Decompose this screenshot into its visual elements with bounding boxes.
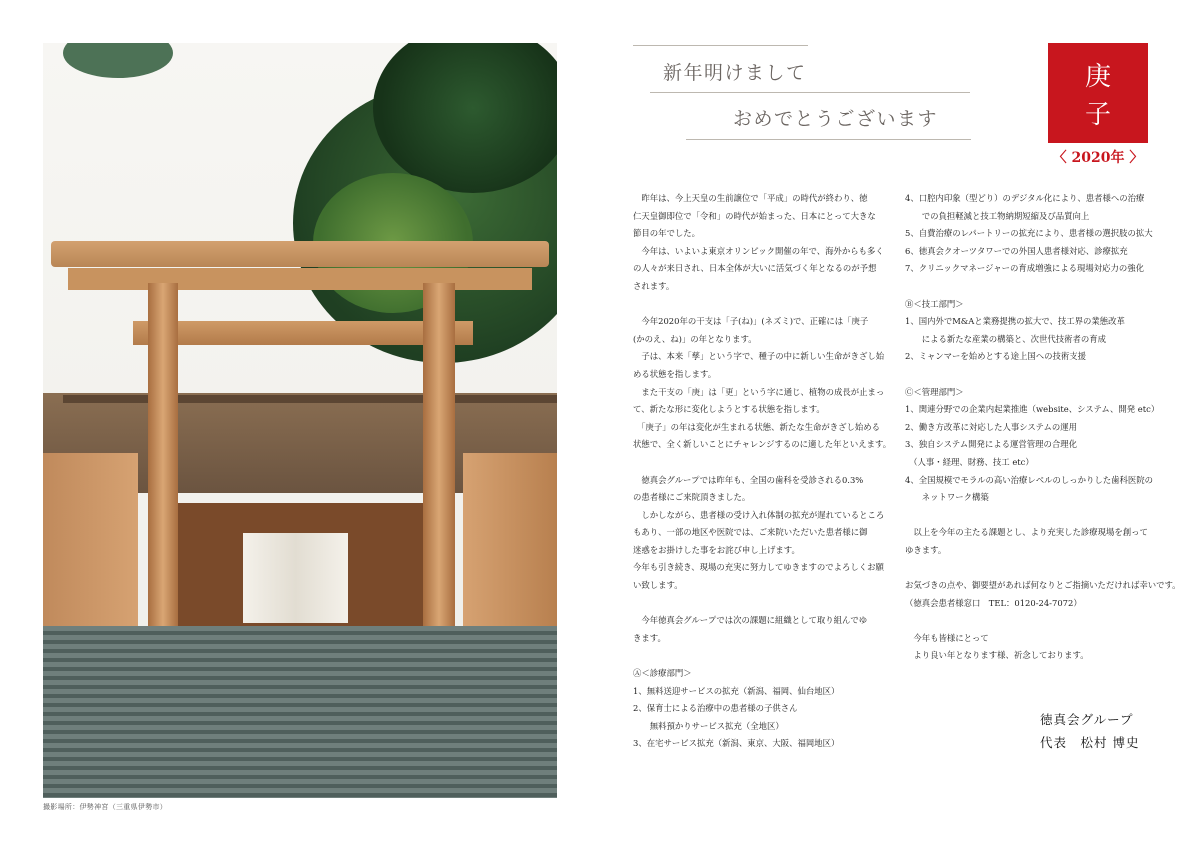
body-text-right-column [905, 190, 1181, 665]
text-line: 7、クリニックマネージャーの育成増強による現場対応力の強化 [905, 263, 1144, 274]
white-curtain [243, 533, 348, 623]
text-line: しかしながら、患者様の受け入れ体制の拡充が遅れているところ [633, 509, 885, 520]
text-line [633, 454, 883, 472]
text-line: 「庚子」の年は変化が生まれる状態、新たな生命がきざし始める [633, 421, 881, 432]
badge-char-1: 庚 [1084, 62, 1111, 92]
stone-stairs [43, 626, 557, 798]
text-line: 今年2020年の干支は「子(ね)」(ネズミ)で、正確には「庚子 [633, 316, 869, 327]
text-line: 迷惑をお掛けした事をお詫び申し上げます。 [633, 544, 800, 555]
greeting-rule-bottom [686, 139, 971, 140]
greeting-rule-top [633, 45, 808, 46]
text-line: 節目の年でした。 [633, 228, 700, 239]
signature [1040, 708, 1139, 754]
text-line: 3、独自システム開発による運営管理の合理化 [905, 439, 1077, 450]
text-line [633, 595, 883, 613]
text-line: い致します。 [633, 580, 683, 591]
photo-caption: 撮影場所：伊勢神宮（三重県伊勢市） [43, 803, 168, 811]
text-line: の患者様にご来院頂きました。 [633, 492, 751, 503]
text-line: 4、全国規模でモラルの高い治療レベルのしっかりした歯科医院の [905, 474, 1153, 485]
text-line [905, 366, 1175, 384]
badge-year: 〈 2020年 〉 [1052, 150, 1144, 166]
wooden-wall-left [43, 453, 138, 638]
text-line: 6、徳真会クオーツタワーでの外国人患者様対応、診療拡充 [905, 245, 1128, 256]
wooden-wall-right [463, 453, 557, 638]
text-line: める状態を指します。 [633, 368, 717, 379]
text-line: 2、保育士による治療中の患者様の子供さん [633, 703, 798, 714]
text-line: Ⓑ＜技工部門＞ [905, 298, 964, 309]
greeting-line-1: 新年明けまして [663, 62, 807, 84]
text-line: 仁天皇御即位で「令和」の時代が始まった、日本にとって大きな [633, 210, 876, 221]
signature-org: 徳真会グループ [1040, 712, 1134, 727]
text-line: て、新たな形に変化しようとする状態を指します。 [633, 404, 825, 415]
text-line: 子は、本来「孳」という字で、種子の中に新しい生命がきざし始 [633, 351, 885, 362]
torii-pillar-right [423, 283, 455, 628]
text-line: （人事・経理、財務、技工 etc） [905, 456, 1034, 467]
text-line [905, 559, 1175, 577]
text-line: されます。 [633, 280, 675, 291]
signature-name: 代表 松村 博史 [1040, 735, 1140, 750]
text-line [905, 612, 1175, 630]
text-line: （徳真会患者様窓口 TEL：0120-24-7072） [905, 597, 1082, 608]
text-line: 以上を今年の主たる課題とし、より充実した診療現場を創って [905, 527, 1148, 538]
text-line: 1、無料送迎サービスの拡充（新潟、福岡、仙台地区） [633, 685, 840, 696]
text-line: 1、国内外でM&Aと業務提携の拡大で、技工界の業態改革 [905, 316, 1125, 327]
text-line: の人々が来日され、日本全体が大いに活気づく年となるのが予想 [633, 263, 877, 274]
text-line: Ⓒ＜管理部門＞ [905, 386, 964, 397]
tree-foliage-top-left [63, 43, 173, 78]
text-line [633, 647, 883, 665]
text-line: 今年も引き続き、現場の充実に努力してゆきますのでよろしくお願 [633, 562, 884, 573]
text-line [905, 507, 1175, 525]
torii-pillar-left [148, 283, 178, 628]
text-line: 5、自費治療のレパートリーの拡充により、患者様の選択肢の拡大 [905, 228, 1153, 239]
text-line: 2、働き方改革に対応した人事システムの運用 [905, 421, 1077, 432]
text-line [633, 296, 883, 314]
torii-lower-beam [133, 321, 473, 345]
text-line: 無料預かりサービス拡充（全地区） [633, 720, 784, 731]
text-line: 状態で、全く新しいことにチャレンジするのに適した年といえます。 [633, 439, 892, 450]
body-text-left-column [633, 190, 892, 753]
greeting-rule-middle [650, 92, 970, 93]
text-line: より良い年となります様、祈念しております。 [905, 650, 1089, 661]
text-line: 4、口腔内印象（型どり）のデジタル化により、患者様への治療 [905, 193, 1145, 203]
text-line: (かのえ、ね)」の年となります。 [633, 333, 757, 344]
text-line: での負担軽減と技工物納期短縮及び品質向上 [905, 210, 1090, 221]
shrine-photo [43, 43, 557, 798]
text-line [905, 278, 1175, 296]
text-line: Ⓐ＜診療部門＞ [633, 668, 692, 679]
text-line: 今年も皆様にとって [905, 632, 989, 643]
text-line: 1、関連分野での企業内起業推進（website、システム、開発 etc） [905, 404, 1160, 415]
text-line: また干支の「庚」は「更」という字に通じ、植物の成長が止まっ [633, 386, 885, 397]
badge-char-2: 子 [1084, 100, 1111, 130]
text-line: ネットワーク構築 [905, 492, 989, 503]
text-line: 今年徳真会グループでは次の課題に組織として取り組んでゆ [633, 615, 868, 626]
text-line: ゆきます。 [905, 544, 947, 555]
torii-second-beam [68, 268, 532, 290]
greeting-line-2: おめでとうございます [733, 108, 939, 130]
text-line: 今年は、いよいよ東京オリンピック開催の年で、海外からも多く [633, 245, 884, 256]
roof-ridge [63, 395, 557, 403]
text-line: もあり、一部の地区や医院では、ご来院いただいた患者様に御 [633, 527, 868, 538]
eto-badge [1048, 43, 1148, 143]
text-line: 徳真会グループでは昨年も、全国の歯科を受診される0.3% [633, 474, 864, 485]
text-line: 3、在宅サービス拡充（新潟、東京、大阪、福岡地区） [633, 738, 840, 749]
text-line: 昨年は、今上天皇の生前譲位で「平成」の時代が終わり、徳 [633, 193, 868, 203]
torii-top-beam [51, 241, 549, 267]
text-line: による新たな産業の構築と、次世代技術者の育成 [905, 333, 1106, 344]
text-line: きます。 [633, 632, 666, 643]
text-line: 2、ミャンマーを始めとする途上国への技術支援 [905, 351, 1087, 362]
text-line: お気づきの点や、御要望があれば何なりとご指摘いただければ幸いです。 [905, 580, 1181, 591]
